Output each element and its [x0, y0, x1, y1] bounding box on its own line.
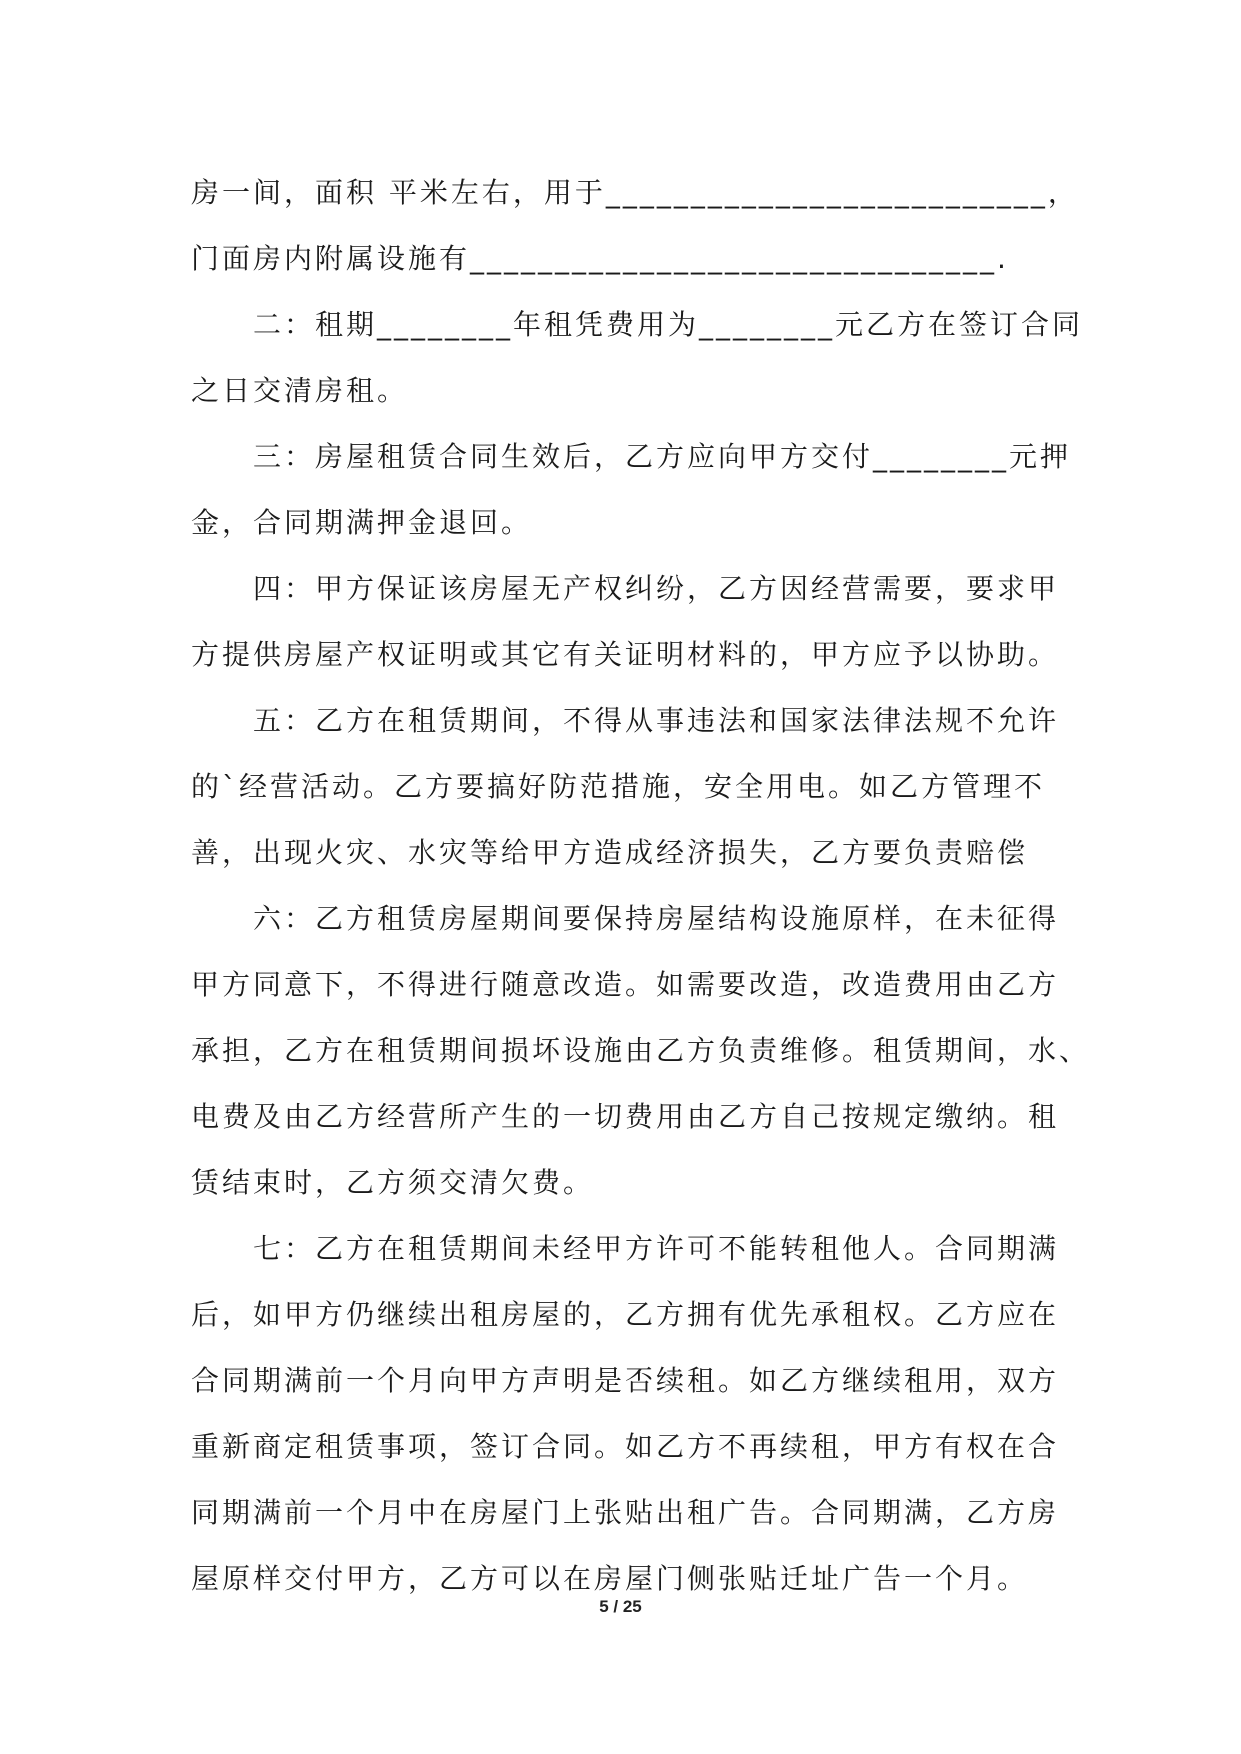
page-number: 5 / 25: [599, 1597, 642, 1616]
text-line: 的`经营活动。乙方要搞好防范措施，安全用电。如乙方管理不: [191, 770, 1046, 803]
text-line: 后，如甲方仍继续出租房屋的，乙方拥有优先承租权。乙方应在: [191, 1298, 1060, 1331]
text-line: 屋原样交付甲方，乙方可以在房屋门侧张贴迁址广告一个月。: [191, 1562, 1029, 1595]
contract-body: [191, 160, 1091, 1612]
clause-3-line: 三：房屋租赁合同生效后，乙方应向甲方交付________元押: [191, 440, 1072, 473]
text-line: 善，出现火灾、水灾等给甲方造成经济损失，乙方要负责赔偿: [191, 836, 1029, 869]
clause-2-line: 二：租期________年租凭费用为________元乙方在签订合同: [191, 308, 1084, 341]
text-line: 承担，乙方在租赁期间损坏设施由乙方负责维修。租赁期间，水、: [191, 1034, 1091, 1067]
text-line: 之日交清房租。: [191, 374, 409, 407]
clause-4-line: 四：甲方保证该房屋无产权纠纷，乙方因经营需要，要求甲: [191, 572, 1060, 605]
text-line: 方提供房屋产权证明或其它有关证明材料的，甲方应予以协助。: [191, 638, 1060, 671]
clause-6-line: 六：乙方租赁房屋期间要保持房屋结构设施原样，在未征得: [191, 902, 1060, 935]
text-line: 电费及由乙方经营所产生的一切费用由乙方自己按规定缴纳。租: [191, 1100, 1060, 1133]
text-line: 赁结束时，乙方须交清欠费。: [191, 1166, 595, 1199]
clause-7-line: 七：乙方在租赁期间未经甲方许可不能转租他人。合同期满: [191, 1232, 1060, 1265]
text-line: 金，合同期满押金退回。: [191, 506, 533, 539]
text-line: 同期满前一个月中在房屋门上张贴出租广告。合同期满，乙方房: [191, 1496, 1060, 1529]
clause-5-line: 五：乙方在租赁期间，不得从事违法和国家法律法规不允许: [191, 704, 1060, 737]
text-line: 合同期满前一个月向甲方声明是否续租。如乙方继续租用，双方: [191, 1364, 1060, 1397]
text-line: 甲方同意下，不得进行随意改造。如需要改造，改造费用由乙方: [191, 968, 1060, 1001]
text-line: 房一间，面积 平米左右，用于__________________________，: [191, 176, 1079, 209]
text-line: 重新商定租赁事项，签订合同。如乙方不再续租，甲方有权在合: [191, 1430, 1060, 1463]
text-line: 门面房内附属设施有_______________________________.: [191, 242, 1009, 275]
